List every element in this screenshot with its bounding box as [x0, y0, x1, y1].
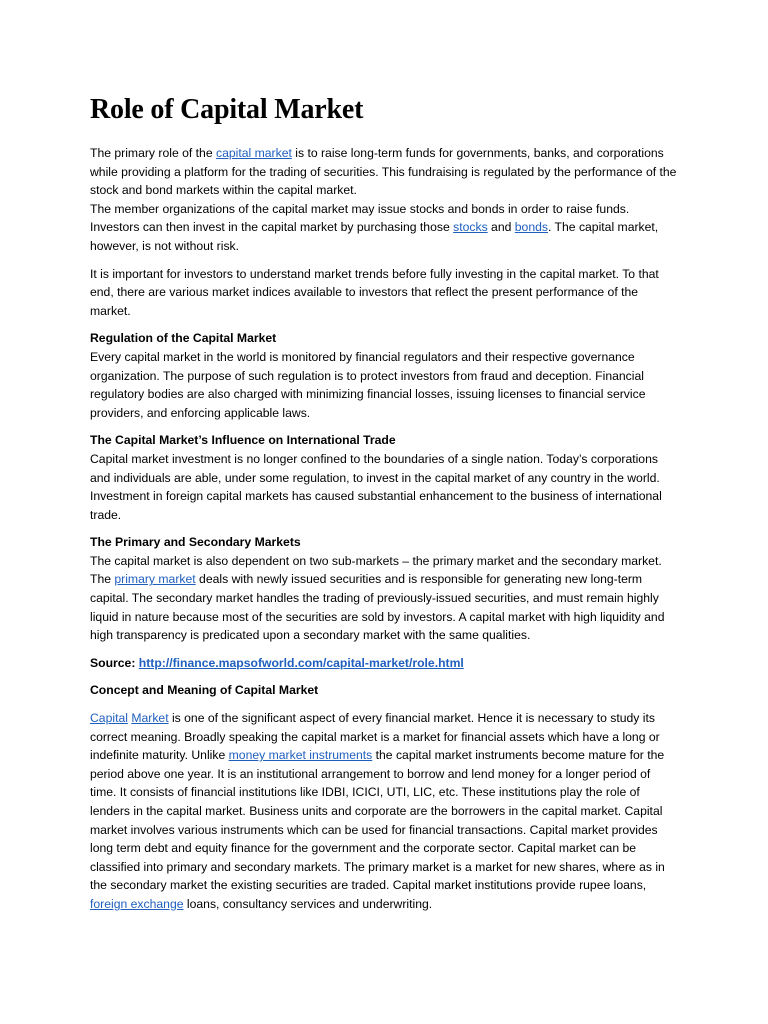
- trade-paragraph: Capital market investment is no longer confined to the boundaries of a single nation. Today’s corporations and individuals are able, under some regulation, to invest in the capital market of any country in the world. Investment in foreign capital markets has caused substantial enhancement to the business of international trade.: [90, 451, 662, 522]
- link-market[interactable]: Market: [131, 711, 169, 726]
- page-title: Role of Capital Market: [90, 94, 364, 125]
- section-heading-markets: The Primary and Secondary Markets: [90, 535, 301, 550]
- regulation-paragraph: Every capital market in the world is monitored by financial regulators and their respective governance organization. The purpose of such regulation is to protect investors from fraud and deception. Financial regulatory bodies are also charged with minimizing financial losses, issuing licenses to financial service providers, and enforcing applicable laws.: [90, 349, 646, 420]
- text: is one of the significant aspect of every financial market. Hence it is necessary to study its correct meaning. Broadly speaking the capital market is a market for financial assets which have a long or indefinite maturity. Unlike: [90, 711, 660, 763]
- section-heading-trade: The Capital Market’s Influence on International Trade: [90, 433, 396, 448]
- text: and: [487, 220, 515, 235]
- source-link[interactable]: http://finance.mapsofworld.com/capital-market/role.html: [138, 655, 464, 670]
- link-stocks[interactable]: stocks: [453, 220, 488, 235]
- intro-paragraph-3: It is important for investors to understand market trends before fully investing in the capital market. To that end, there are various market indices available to investors that reflect the present performance of the market.: [90, 266, 659, 318]
- markets-paragraph: [90, 552, 680, 645]
- text: The primary role of the: [90, 146, 216, 160]
- text: is to raise long-term funds for governments, banks, and corporations while providing a platform for the trading of securities. This fundraising is regulated by the performance of the stock and bond markets within the capital market.: [90, 146, 677, 198]
- intro-paragraph-1: [90, 144, 680, 200]
- text: . The capital market, however, is not without risk.: [90, 220, 659, 253]
- link-primary-market[interactable]: primary market: [114, 572, 196, 587]
- section-heading-concept: Concept and Meaning of Capital Market: [90, 683, 319, 698]
- text: loans, consultancy services and underwriting.: [183, 896, 433, 911]
- link-foreign-exchange[interactable]: foreign exchange: [90, 896, 184, 911]
- section-heading-regulation: Regulation of the Capital Market: [90, 331, 277, 346]
- source-line: [90, 654, 680, 673]
- intro-paragraph-2: [90, 200, 680, 256]
- link-capital[interactable]: Capital: [90, 711, 128, 726]
- link-bonds[interactable]: bonds: [514, 220, 548, 235]
- link-capital-market[interactable]: capital market: [216, 146, 292, 160]
- source-label: Source:: [90, 655, 139, 670]
- text: The member organizations of the capital market may issue stocks and bonds in order to raise funds. Investors can then invest in the capital market by purchasing those: [90, 201, 630, 235]
- text: the capital market instruments become mature for the period above one year. It is an institutional arrangement to borrow and lend money for a longer period of time. It consists of financial institutions like IDBI, ICICI, UTI, LIC, etc. These institutions play the role of lenders in the capital market. Business units and corporate are the borrowers in the capital market. Capital market involves various instruments which can be used for financial transactions. Capital market provides long term debt and equity finance for the government and the corporate sector. Capital market can be classified into primary and secondary markets. The primary market is a market for new shares, where as in the secondary market the existing securities are traded. Capital market institutions provide rupee loans,: [90, 748, 665, 893]
- text: The capital market is also dependent on two sub-markets – the primary market and the secondary market. The: [90, 553, 662, 587]
- text: deals with newly issued securities and is responsible for generating new long-term capital. The secondary market handles the trading of previously-issued securities, and must remain highly liquid in nature because most of the securities are sold by investors. A capital market with high liquidity and high transparency is predicated upon a secondary market with the same qualities.: [90, 572, 665, 643]
- link-money-market-instruments[interactable]: money market instruments: [228, 748, 373, 763]
- concept-paragraph: [90, 709, 680, 914]
